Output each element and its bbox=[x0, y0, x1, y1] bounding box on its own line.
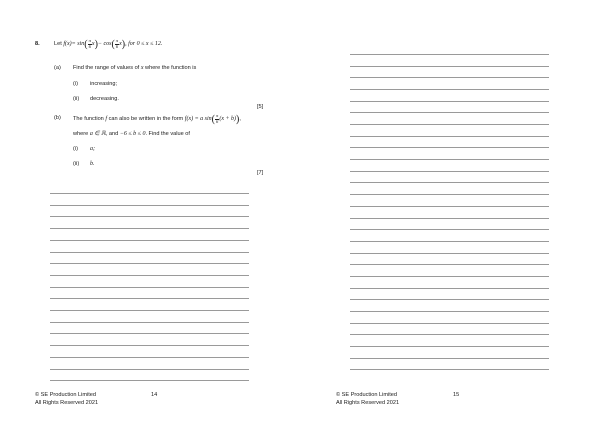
part-b-i-label: (i) bbox=[73, 146, 78, 152]
answer-line bbox=[50, 193, 249, 194]
minus-cos: − cos bbox=[97, 40, 112, 47]
condition-a: a ∈ ℝ bbox=[89, 131, 106, 137]
answer-line bbox=[350, 54, 549, 55]
part-a-suffix: where the function is bbox=[145, 65, 197, 71]
answer-line bbox=[350, 334, 549, 335]
part-b-f: f bbox=[105, 115, 108, 122]
answer-line bbox=[350, 124, 549, 125]
answer-line bbox=[350, 194, 549, 195]
answer-line bbox=[350, 346, 549, 347]
part-b-marks: [7] bbox=[257, 170, 264, 176]
answer-line bbox=[350, 311, 549, 312]
stem-prefix: Let bbox=[54, 40, 62, 47]
paren-close: ) bbox=[94, 38, 98, 50]
answer-line bbox=[350, 89, 549, 90]
part-a-var: x bbox=[140, 65, 144, 71]
part-b-prefix: The function bbox=[73, 115, 104, 122]
answer-line bbox=[350, 101, 549, 102]
answer-line bbox=[350, 77, 549, 78]
part-b-ii-label: (ii) bbox=[73, 161, 80, 167]
variable-x: x bbox=[91, 40, 95, 47]
answer-line bbox=[350, 171, 549, 172]
question-stem bbox=[54, 35, 162, 53]
answer-line bbox=[50, 275, 249, 276]
part-a-i-label: (i) bbox=[73, 81, 78, 87]
answer-line bbox=[50, 263, 249, 264]
part-b-label: (b) bbox=[54, 115, 61, 121]
page-number: 15 bbox=[453, 392, 460, 398]
answer-line bbox=[350, 112, 549, 113]
equals-sin: = sin bbox=[71, 40, 85, 47]
answer-line bbox=[50, 369, 249, 370]
answer-line bbox=[350, 299, 549, 300]
part-b-comma: , bbox=[239, 115, 241, 122]
answer-line bbox=[350, 182, 549, 183]
part-a-marks: [5] bbox=[257, 104, 264, 110]
answer-line bbox=[50, 216, 249, 217]
paren-close-2: ) bbox=[121, 38, 126, 50]
answer-line bbox=[50, 345, 249, 346]
paren-open-2: ( bbox=[111, 38, 115, 50]
answer-line bbox=[350, 369, 549, 370]
answer-line bbox=[350, 288, 549, 289]
answer-line bbox=[350, 276, 549, 277]
page-15 bbox=[300, 0, 600, 424]
page-number: 14 bbox=[151, 392, 158, 398]
condition-tail: . Find the value of bbox=[145, 131, 190, 137]
copyright-line-2: All Rights Reserved 2021 bbox=[35, 400, 99, 406]
answer-line bbox=[350, 241, 549, 242]
part-b-paren-open: ( bbox=[211, 113, 216, 125]
part-b-form: f(x) = a sin bbox=[184, 115, 212, 122]
part-a-ii-text: decreasing. bbox=[90, 96, 119, 102]
answer-line bbox=[50, 322, 249, 323]
variable-x-2: x bbox=[119, 40, 122, 47]
answer-line bbox=[50, 298, 249, 299]
answer-line bbox=[50, 357, 249, 358]
answer-line bbox=[50, 228, 249, 229]
part-a-label: (a) bbox=[54, 65, 61, 71]
part-b-conditions bbox=[73, 131, 190, 138]
answer-line bbox=[50, 287, 249, 288]
fraction-pi-over-6-2: $\frac{\pi}{6}$ bbox=[115, 37, 119, 49]
part-a-question bbox=[73, 65, 196, 72]
answer-line bbox=[350, 159, 549, 160]
copyright-line-1: © SE Production Limited bbox=[35, 392, 97, 398]
answer-line bbox=[50, 205, 249, 206]
answer-line bbox=[350, 323, 549, 324]
answer-line bbox=[350, 66, 549, 67]
answer-line bbox=[50, 333, 249, 334]
part-b-ii-var: b. bbox=[90, 161, 95, 167]
copyright-line-2: All Rights Reserved 2021 bbox=[336, 400, 400, 406]
answer-line bbox=[50, 252, 249, 253]
function-name: f(x) bbox=[63, 40, 72, 47]
part-a-ii-label: (ii) bbox=[73, 96, 80, 102]
domain-text: , for 0 ≤ x ≤ 12. bbox=[125, 40, 163, 47]
part-b-question bbox=[73, 110, 241, 128]
answer-line bbox=[350, 253, 549, 254]
answer-line bbox=[350, 147, 549, 148]
part-b-form-tail: (x + b) bbox=[219, 115, 237, 122]
condition-mid: , and bbox=[105, 131, 119, 137]
paren-open: ( bbox=[84, 38, 88, 50]
part-b-mid: can also be written in the form bbox=[108, 115, 184, 122]
question-number: 8. bbox=[35, 41, 40, 47]
answer-line bbox=[50, 380, 249, 381]
part-b-paren-close: ) bbox=[236, 113, 240, 125]
answer-line bbox=[350, 206, 549, 207]
condition-b: −6 ≤ b ≤ 0 bbox=[119, 131, 146, 137]
answer-line bbox=[350, 358, 549, 359]
part-a-i-text: increasing; bbox=[90, 81, 118, 87]
where-text: where bbox=[73, 131, 89, 137]
part-b-i-var: a; bbox=[90, 146, 95, 152]
copyright-line-1: © SE Production Limited bbox=[336, 392, 398, 398]
fraction-pi-over-6: $\frac{\pi}{6}$ bbox=[88, 37, 91, 49]
answer-line bbox=[350, 229, 549, 230]
answer-line bbox=[50, 310, 249, 311]
part-b-fraction: $\frac{\pi}{6}$ bbox=[216, 112, 219, 124]
answer-line bbox=[350, 136, 549, 137]
answer-line bbox=[50, 240, 249, 241]
answer-line bbox=[350, 264, 549, 265]
part-a-prefix: Find the range of values of bbox=[73, 65, 140, 71]
answer-line bbox=[350, 218, 549, 219]
